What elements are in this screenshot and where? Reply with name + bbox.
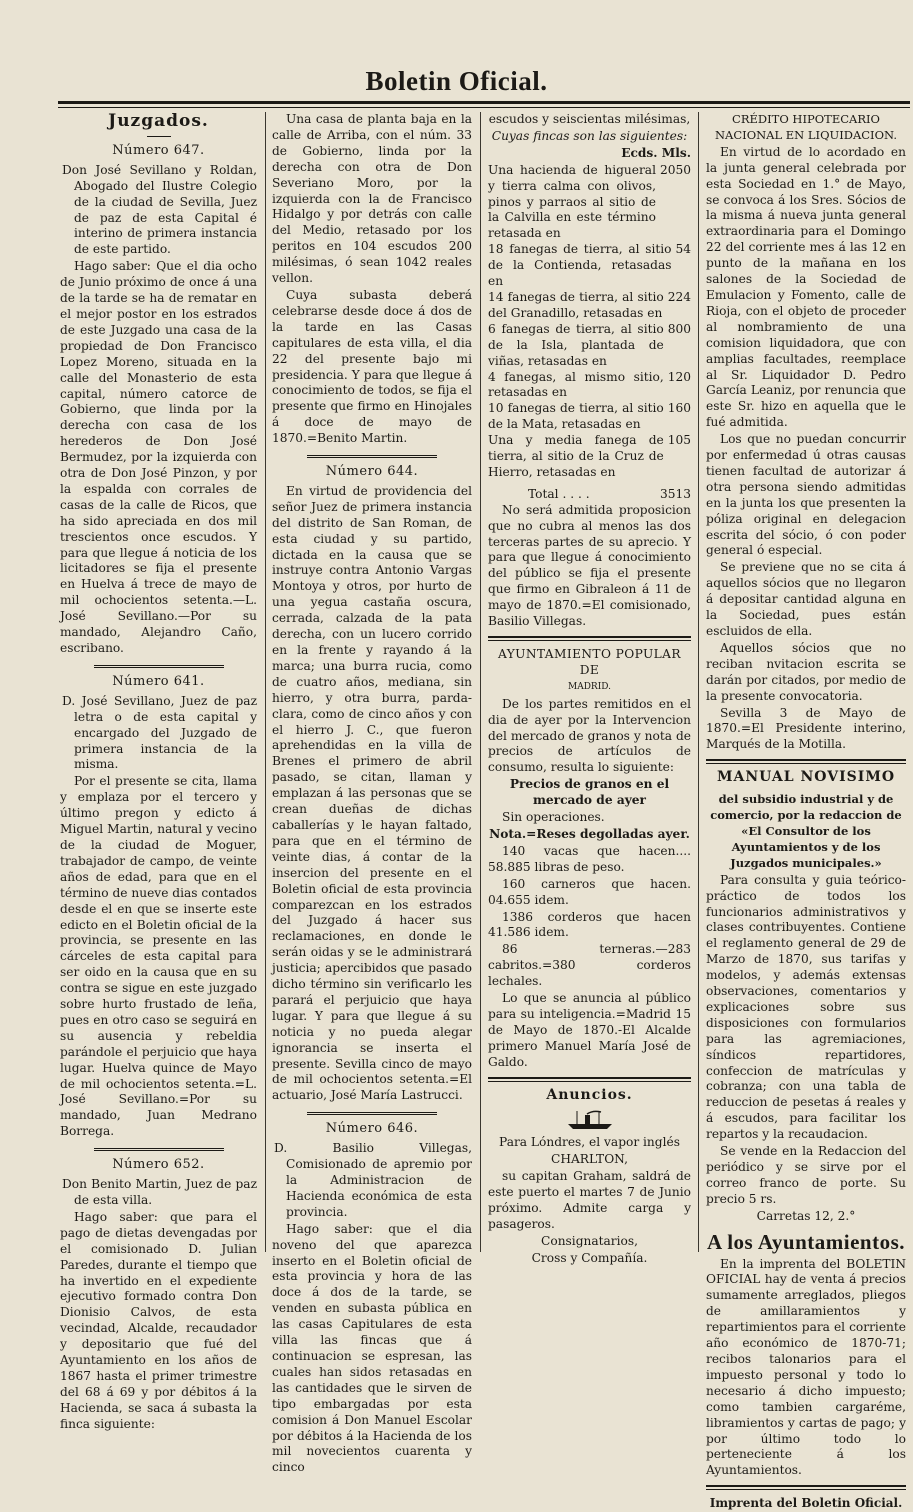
divider — [307, 1112, 437, 1115]
list-item: 86 terneras.—283 cabritos.=380 corderos lechales. — [488, 942, 691, 989]
notice-body: Los que no puedan concurrir por enfermedad ú otras causas tienen facultad de autorizar á otra persona siendo admitidas en la junta los que presenten la póliza original en delegacion escrita del sócio, ó con poder general ó especial. — [706, 432, 906, 558]
notice-body: Se vende en la Redaccion del periódico y se sirve por el correo franco de porte. Su precio 5 rs. — [706, 1144, 906, 1206]
notice-number: Número 646. — [325, 1121, 419, 1137]
section-title-juzgados: Juzgados. — [108, 111, 209, 131]
granos-title: Precios de granos en el mercado de ayer — [509, 777, 670, 808]
list-item: 6 fanegas de tierra, al sitio de la Isla, plantada de viñas, retasadas en 800 — [488, 321, 691, 368]
notice-signature: Sevilla 3 de Mayo de 1870.=El Presidente interino, Marqués de la Motilla. — [706, 705, 906, 752]
list-item: 140 vacas que hacen.... 58.885 libras de peso. — [488, 843, 691, 874]
column-4 — [706, 112, 906, 1511]
divider — [307, 455, 437, 458]
list-item: 10 fanegas de tierra, al sitio de la Mata, retasadas en 160 — [488, 401, 691, 432]
consignatarios-label: Consignatarios, — [541, 1233, 638, 1248]
consignatarios-names: Cross y Compañía. — [531, 1250, 648, 1265]
column-1 — [60, 111, 257, 1431]
notice-body: Sin operaciones. — [502, 810, 605, 825]
section-title-anuncios: Anuncios. — [546, 1086, 633, 1103]
notice-body: En la imprenta del BOLETIN OFICIAL hay de venta á precios sumamente arreglados, pliegos de amillaramientos y repartimientos para el corriente año económico de 1870-71; recibos talonarios para el impuesto personal y todo lo necesario á dicho impuesto; como tambien cargaréme, libramientos y cartas de pago; y por último todo lo perteneciente á los Ayuntamientos. — [706, 1256, 906, 1478]
divider — [706, 1485, 906, 1490]
masthead-title: Boletin Oficial. — [365, 66, 548, 96]
masthead-rule — [58, 101, 910, 108]
nota-title: Nota.=Reses degolladas ayer. — [489, 826, 690, 841]
notice-number: Número 652. — [112, 1157, 205, 1173]
table-header: Ecds. Mls. — [621, 145, 691, 160]
notice-body: No será admitida proposicion que no cubra al menos las dos terceras partes de su aprecio. Y para que llegue á conocimiento del público se fija el presente que firmo en Gibraleon á 11 de mayo de 1870.=El comisionado, Basilio Villegas. — [488, 502, 691, 629]
fincas-list — [488, 163, 691, 481]
divider — [706, 759, 906, 764]
list-item: Una hacienda de higueral y tierra calma con olivos, pinos y parraos al sitio de la Calvilla en este término retasada en 2050 — [488, 162, 691, 241]
total-row: Total . . . . 3513 — [528, 486, 691, 501]
list-item: 1386 corderos que hacen 41.586 idem. — [488, 909, 691, 940]
ayuntamiento-subtitle: MADRID. — [567, 681, 612, 692]
notice-body: Aquellos sócios que no reciban nvitacion escrita se darán por citados, por medio de la presente convocatoria. — [706, 640, 906, 703]
column-divider — [265, 112, 266, 1252]
notice-number: Número 647. — [112, 142, 205, 158]
notice-body: Una casa de planta baja en la calle de Arriba, con el núm. 33 de Gobierno, linda por la derecha con otra de Don Severiano Moro, por la izquierda con la de Francisco Hidalgo y por detrás con calle del Medio, retasado por los peritos en 104 escudos 200 milésimas, ó sean 1042 reales vellon. — [272, 112, 472, 286]
list-item: Una y media fanega de tierra, al sitio de la Cruz de Hierro, retasadas en 105 — [488, 433, 691, 479]
column-3 — [488, 112, 691, 1265]
notice-intro: Don Benito Martin, Juez de paz de esta villa. — [62, 1177, 257, 1207]
fincas-intro: Cuyas fincas son las siguientes: — [491, 128, 688, 143]
manual-address: Carretas 12, 2.° — [756, 1208, 856, 1223]
divider — [488, 1077, 691, 1082]
list-item: 18 fanegas de tierra, al sitio de la Contienda, retasadas en 54 — [488, 242, 691, 289]
column-2 — [272, 112, 472, 1475]
column-divider — [698, 112, 699, 1252]
list-item: 14 fanegas de tierra, al sitio del Granadillo, retasadas en 224 — [488, 289, 691, 320]
manual-title: MANUAL NOVISIMO — [716, 769, 896, 786]
notice-body: Hago saber: Que el dia ocho de Junio próximo de once á una de la tarde se ha de rematar en el mejor postor en los estrados de este Juzgado una casa de la propiedad de Don Francisco Lopez Moreno, situada en la calle del Monasterio de esta capital, número catorce de Gobierno, que linda por la derecha con casa de los herederos de Don José Bermudez, por la izquierda con otra de Don José Pinzon, y por la espalda con corrales de casas de la calle de Ricos, que ha sido apreciada en dos mil trescientos once escudos. Y para que llegue á noticia de los licitadores se fija el presente en Huelva á trece de mayo de mil ochocientos setenta.—L. José Sevillano.—Por su mandado, Alejandro Caño, escribano. — [60, 259, 257, 655]
notice-body: Por el presente se cita, llama y emplaza por el tercero y último pregon y edicto á Miguel Martin, natural y vecino de la ciudad de Moguer, trabajador de campo, de veinte años de edad, para que en el término de nueve dias contados desde el en que se inserte este edicto en el Boletin oficial de la provincia, se presente en las cárceles de esta capital para ser oido en la causa que en su contra se sigue en este juzgado sobre hurto frustado de leña, pues en otro caso se seguirá en su ausencia y rebeldia parándole el perjuicio que haya lugar. Huelva quince de Mayo de mil ochocientos setenta.=L. José Sevillano.=Por su mandado, Juan Medrano Borrega. — [60, 774, 257, 1139]
notice-body: Se previene que no se cita á aquellos sócios que no llegaron á depositar cantidad alguna en la Sociedad, pues están escluidos de ella. — [706, 560, 906, 638]
manual-subtitle: del subsidio industrial y de comercio, por la redaccion de «El Consultor de los Ayuntamientos y de los Juzgados municipales.» — [710, 792, 902, 870]
ayuntamientos-title: A los Ayuntamientos. — [706, 1229, 906, 1254]
notice-body: Para consulta y guia teórico-práctico de todos los funcionarios administrativos y clases contribuyentes. Contiene el reglamento general de 29 de Marzo de 1870, sus tarifas y modelos, y además extensas observaciones, comentarios y explicaciones sobre sus disposiciones con formularios para las agremiaciones, síndicos repartidores, confeccion de matrículas y cobranza; con una tabla de reduccion de pesetas á reales y á escudos, para facilitar los repartos y la recaudacion. — [706, 872, 906, 1142]
notice-number: Número 641. — [112, 673, 205, 689]
divider — [488, 636, 691, 641]
ayuntamiento-title: AYUNTAMIENTO POPULAR DE — [498, 647, 681, 677]
notice-body: Hago saber: que el dia noveno del que aparezca inserto en el Boletin oficial de esta provincia y hora de las doce á dos de la tarde, se venden en subasta pública en las casas Capitulares de esta villa las fincas que á continuacion se espresan, las cuales han sidos retasadas en las cantidades que le sirven de tipo embargadas por esta comision á Don Manuel Escolar por débitos á la Hacienda de los mil novecientos cuarenta y cinco — [272, 1221, 472, 1475]
divider — [94, 1148, 224, 1151]
notice-body: En virtud de providencia del señor Juez de primera instancia del distrito de San Roman, de esta ciudad y su partido, dictada en la causa que se instruye contra Antonio Vargas Montoya y otros, por hurto de una yegua castaña oscura, cerrada, calzada de la pata derecha, con un lucero corrido en la frente y rayando á la marca; una burra rucia, como de cuatro años, mediana, sin hierro, y otra burra, parda-clara, como de cinco años y con el hierro J. C., que fueron aprehendidas en la villa de Brenes el primero de abril pasado, se citan, llaman y emplazan á las personas que se crean dueñas de dichas caballerías y le hayan faltado, para que en el término de veinte dias, á contar de la insercion del presente en el Boletin oficial de esta provincia comparezcan en los estrados del Juzgado á hacer sus reclamaciones, en donde le serán oidas y se le administrará justicia; apercibidos que pasado dicho término sin verificarlo les parará el perjuicio que haya lugar. Y para que llegue á su noticia y no pueda alegar ignorancia se inserta el presente. Sevilla cinco de mayo de mil ochocientos setenta.=El actuario, José María Lastrucci. — [272, 483, 472, 1103]
steamship-icon — [565, 1109, 615, 1131]
credito-title: CRÉDITO HIPOTECARIO NACIONAL EN LIQUIDACION. — [714, 112, 898, 142]
notice-number: Número 644. — [325, 464, 419, 480]
notice-body: Hago saber: que para el pago de dietas devengadas por el comisionado D. Julian Paredes, durante el tiempo que ha invertido en el expediente ejecutivo formado contra Don Dionisio Calvos, de esta vecindad, Alcalde, recaudador y depositario que fué del Ayuntamiento en los años de 1867 hasta el primer trimestre del 68 á 69 y por débitos á la Hacienda, se saca á subasta la finca siguiente: — [60, 1209, 257, 1431]
divider — [94, 665, 224, 668]
notice-body: Lo que se anuncia al público para su inteligencia.=Madrid 15 de Mayo de 1870.-El Alcalde primero Manuel María José de Galdo. — [488, 991, 691, 1069]
divider — [147, 136, 171, 137]
ship-ad: Para Lóndres, el vapor inglés — [499, 1135, 680, 1150]
notice-intro: D. José Sevillano, Juez de paz letra o de esta capital y encargado del Juzgado de primera instancia de la misma. — [62, 693, 257, 772]
imprenta-footer: Imprenta del Boletin Oficial. — [709, 1496, 903, 1511]
notice-body: Cuya subasta deberá celebrarse desde doce á dos de la tarde en las Casas capitulares de esta villa, el dia 22 del presente bajo mi presidencia. Y para que llegue á conocimiento de todos, se fija el presente que firmo en Hinojales á doce de mayo de 1870.=Benito Martin. — [272, 287, 472, 446]
ship-name: CHARLTON, — [551, 1152, 628, 1167]
notice-body: En virtud de lo acordado en la junta general celebrada por esta Sociedad en 1.° de Mayo, se convoca á los Sres. Sócios de la misma á nueva junta general extraordinaria para el Domingo 22 del corriente mes á las 12 en punto de la mañana en los salones de la Sociedad de Emulacion y Fomento, calle de Rioja, con el objeto de proceder al nombramiento de una comision liquidadora, que con amplias facultades, reemplace al Sr. Liquidador D. Pedro García Leaniz, por renuncia que este Sr. hizo en aquella que le fué admitida. — [706, 144, 906, 430]
notice-intro: D. Basilio Villegas, Comisionado de apremio por la Administracion de Hacienda económica de esta provincia. — [274, 1141, 472, 1219]
list-item: 4 fanegas, al mismo sitio, retasadas en 120 — [488, 369, 691, 400]
list-item: 160 carneros que hacen. 04.655 idem. — [488, 876, 691, 907]
notice-body: De los partes remitidos en el dia de ayer por la Intervencion del mercado de granos y nota de precios de artículos de consumo, resulta lo siguiente: — [488, 696, 691, 775]
notice-intro: Don José Sevillano y Roldan, Abogado del Ilustre Colegio de la ciudad de Sevilla, Juez de paz de esta Capital é interino de primera instancia de este partido. — [62, 162, 257, 257]
column-divider — [480, 112, 481, 1252]
notice-body: su capitan Graham, saldrá de este puerto el martes 7 de Junio próximo. Admite carga y pasageros. — [488, 1169, 691, 1231]
notice-body: escudos y seiscientas milésimas, — [488, 112, 691, 126]
